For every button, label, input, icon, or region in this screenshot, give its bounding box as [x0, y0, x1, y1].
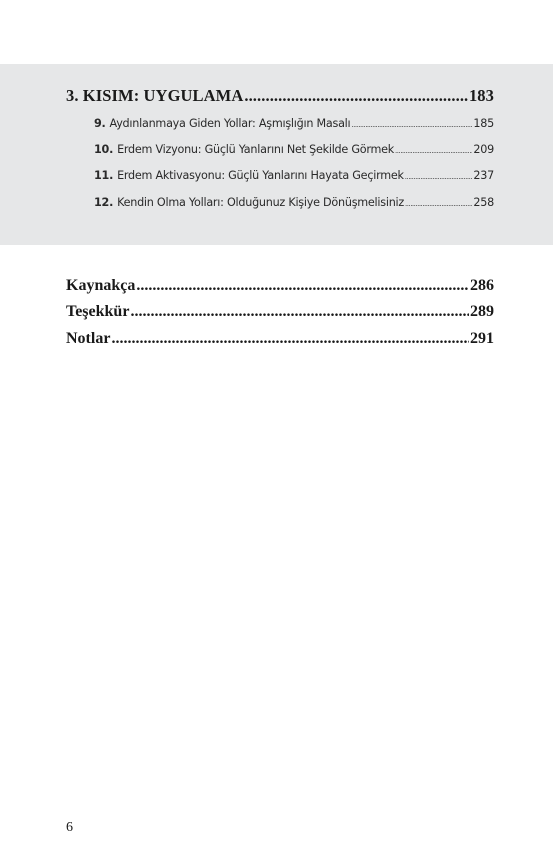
toc-chapter-12[interactable]	[94, 196, 494, 209]
back-matter-page-number: 286	[470, 277, 494, 294]
toc-chapter-11[interactable]	[94, 169, 494, 182]
chapter-title: Kendin Olma Yolları: Olduğunuz Kişiye Dönüşmelisiniz	[117, 196, 405, 209]
dot-leader	[244, 86, 468, 106]
chapter-page-number: 237	[473, 169, 494, 182]
dot-leader	[351, 121, 472, 129]
dot-leader	[130, 303, 469, 321]
toc-part-heading[interactable]	[66, 86, 494, 106]
chapter-number: 10.	[94, 143, 114, 156]
toc-chapter-10[interactable]	[94, 143, 494, 156]
dot-leader	[136, 277, 469, 295]
dot-leader	[111, 330, 469, 348]
chapter-title: Erdem Aktivasyonu: Güçlü Yanlarını Hayata Geçirmek	[117, 169, 404, 182]
back-matter-title: Notlar	[66, 330, 111, 347]
toc-chapter-9[interactable]	[94, 117, 494, 130]
back-matter-title: Kaynakça	[66, 277, 136, 294]
page-number-folio: 6	[66, 820, 73, 835]
chapter-page-number: 209	[473, 143, 494, 156]
chapter-number: 11.	[94, 169, 114, 182]
back-matter-page-number: 289	[470, 303, 494, 320]
dot-leader	[405, 173, 473, 181]
dot-leader	[395, 147, 472, 155]
part-page-number: 183	[468, 86, 494, 105]
chapter-number: 9.	[94, 117, 106, 130]
chapter-title: Aydınlanmaya Giden Yollar: Aşmışlığın Masalı	[109, 117, 351, 130]
back-matter-title: Teşekkür	[66, 303, 130, 320]
dot-leader	[405, 200, 472, 208]
toc-back-matter-notlar[interactable]	[66, 330, 494, 348]
part-title: 3. KISIM: UYGULAMA	[66, 86, 244, 105]
chapter-title: Erdem Vizyonu: Güçlü Yanlarını Net Şekilde Görmek	[117, 143, 395, 156]
toc-back-matter-kaynakca[interactable]	[66, 277, 494, 295]
chapter-number: 12.	[94, 196, 114, 209]
back-matter-page-number: 291	[470, 330, 494, 347]
toc-back-matter-tesekkur[interactable]	[66, 303, 494, 321]
chapter-page-number: 258	[473, 196, 494, 209]
chapter-page-number: 185	[473, 117, 494, 130]
